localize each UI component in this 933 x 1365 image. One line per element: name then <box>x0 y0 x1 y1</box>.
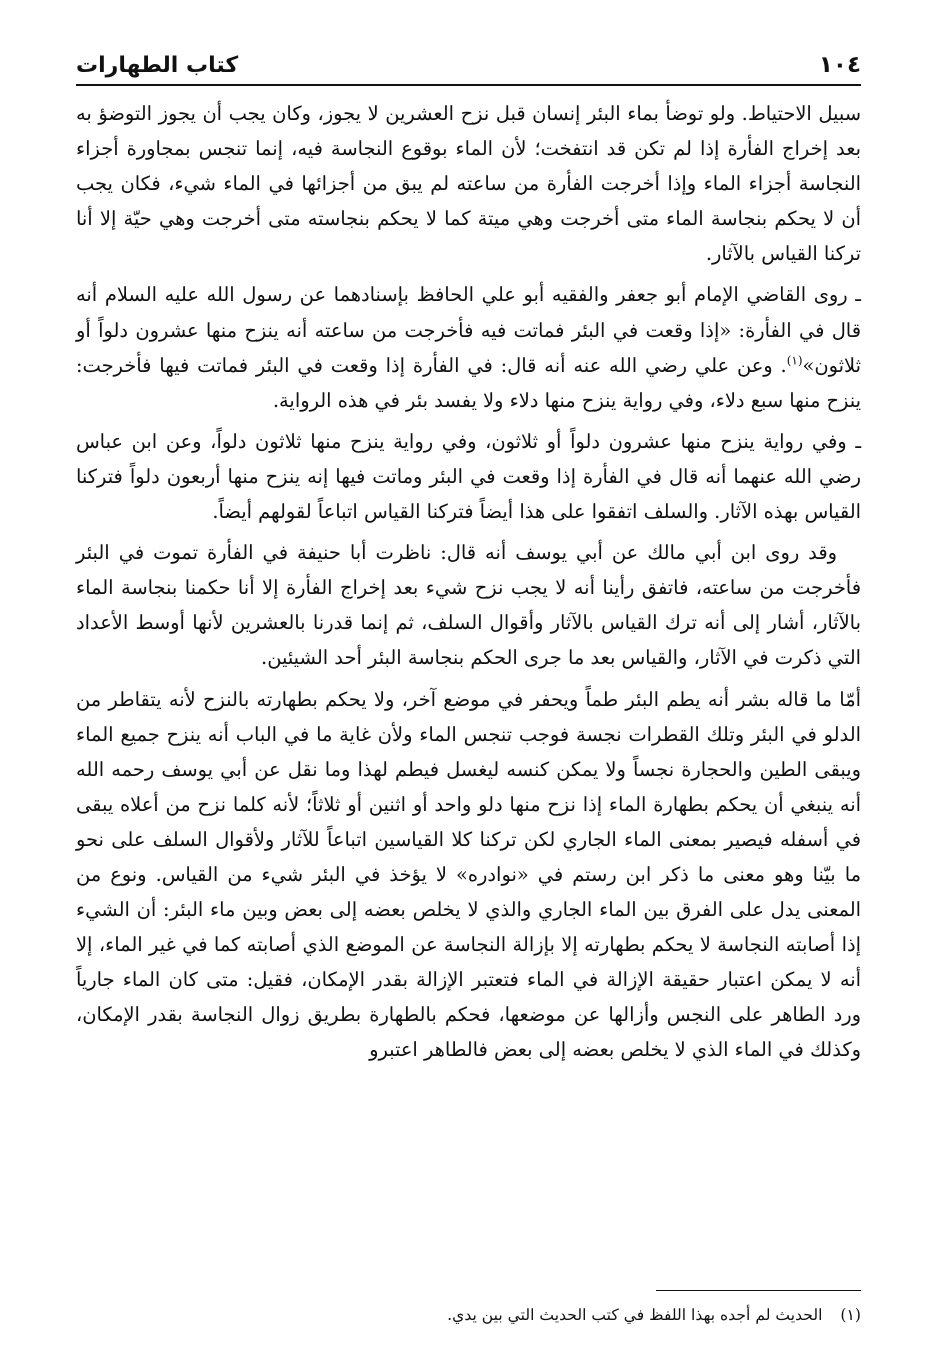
paragraph-text: ـ روى القاضي الإمام أبو جعفر والفقيه أبو علي الحافظ بإسنادهما عن رسول الله عليه السلام أنه قال في الفأرة: «إذا وقعت في البئر فماتت فيه فأخرجت من ساعته أنه ينزح منها عشرون دلواً أو ثلاثون» <box>76 283 861 377</box>
page-number: ١٠٤ <box>818 52 861 78</box>
paragraph: أمّا ما قاله بشر أنه يطم البئر طماً ويحفر في موضع آخر، ولا يحكم بطهارته بالنزح لأنه يتقاطر من الدلو في البئر وتلك القطرات نجسة فوجب تنجس الماء ولأن غاية ما في الباب أنه ينزح جميع الماء ويبقى الطين والحجارة نجساً ولا يمكن كنسه ليغسل فيطم لهذا وما نقل عن أبي يوسف رحمه الله أنه ينبغي أن يحكم بطهارة الماء إذا نزح منها دلو واحد أو اثنين أو ثلاثاً؛ لأنه كلما نزح من أعلاه يبقى في أسفله فيصير بمعنى الماء الجاري لكن تركنا كلا القياسين اتباعاً للآثار ولأقوال السلف على نحو ما بيّنا وهو معنى ما ذكر ابن رستم في «نوادره» لا يؤخذ في البئر شيء من القياس. ونوع من المعنى يدل على الفرق بين الماء الجاري والذي لا يخلص بعضه إلى بعض وبين ماء البئر: أن الشيء إذا أصابته النجاسة لا يحكم بطهارته إلا بإزالة النجاسة عن الموضع الذي أصابته كما في غير الماء، إلا أنه لا يمكن اعتبار حقيقة الإزالة في الماء فتعتبر الإزالة بقدر الإمكان، فقيل: متى كان الماء جارياً ورد الطاهر على النجس وأزالها عن موضعها، فحكم بالطهارة بطريق زوال النجاسة بقدر الإمكان، وكذلك في الماء الذي لا يخلص بعضه إلى بعض فالطاهر اعتبرو <box>76 687 861 1062</box>
paragraph: سبيل الاحتياط. ولو توضأ بماء البئر إنسان قبل نزح العشرين لا يجوز، وكان يجب أن يجوز التوضؤ به بعد إخراج الفأرة إذا لم تكن قد انتفخت؛ لأن الماء بوقوع النجاسة فيه، إنما تنجس بمجاورة أجزاء النجاسة أجزاء الماء وإذا أخرجت الفأرة من ساعته لم يبق من أجزائها في الماء شيء، فكان يجب أن لا يحكم بنجاسة الماء متى أخرجت وهي ميتة كما لا يحكم بنجاسته متى أخرجت وهي حيّة إلا أنا تركنا القياس بالآثار. <box>76 102 861 266</box>
paragraph: ـ وفي رواية ينزح منها عشرون دلواً أو ثلاثون، وفي رواية ينزح منها ثلاثون دلواً، وعن ابن عباس رضي الله عنهما أنه قال في الفأرة إذا وقعت في البئر وماتت فيها إنه ينزح منها أربعون دلواً فتركنا القياس بهذه الآثار. والسلف اتفقوا على هذا أيضاً فتركنا القياس اتباعاً لقولهم أيضاً. <box>76 429 861 524</box>
footnote-text: الحديث لم أجده بهذا اللفظ في كتب الحديث التي بين يدي. <box>447 1306 823 1324</box>
main-text <box>76 96 861 1068</box>
header-divider <box>76 84 861 86</box>
paragraph-text: . وعن علي رضي الله عنه أنه قال: في الفأرة إذا وقعت في البئر فماتت فيها فأخرجت: ينزح منها سبع دلاء، وفي رواية ينزح منها دلاء ولا يفسد بئر في هذه الرواية. <box>76 353 861 412</box>
paragraph: وقد روى ابن أبي مالك عن أبي يوسف أنه قال: ناظرت أبا حنيفة في الفأرة تموت في البئر فأخرجت من ساعته، فاتفق رأينا أنه لا يجب نزح شيء بعد إخراج الفأرة إلا أنا حكمنا بنجاسة الماء بالآثار، أشار إلى أنه ترك القياس بالآثار وأقوال السلف، ثم إنما قدرنا بالعشرين لأنها أوسط الأعداد التي ذكرت في الآثار، والقياس بعد ما جرى الحكم بنجاسة البئر أحد الشيئين. <box>76 541 861 670</box>
page-header <box>76 38 861 78</box>
paragraph <box>76 277 861 417</box>
footnote-number: (١) <box>840 1306 861 1324</box>
footnote <box>76 1303 861 1327</box>
footnote-reference[interactable]: (١) <box>786 353 803 368</box>
footnote-divider <box>656 1290 861 1291</box>
book-title: كتاب الطهارات <box>76 53 239 78</box>
